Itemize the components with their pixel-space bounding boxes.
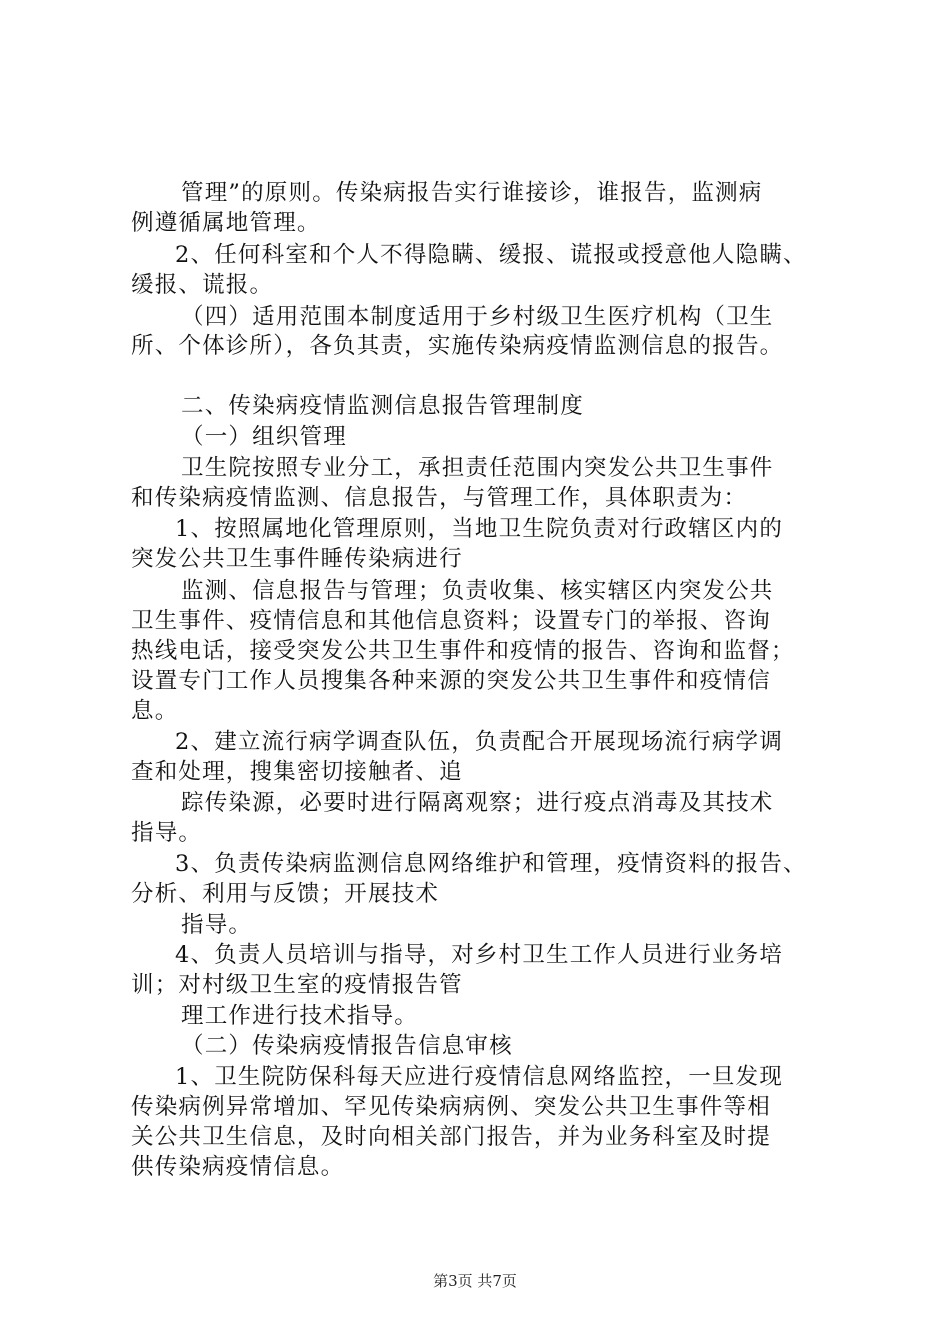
body-line: 息。: [131, 698, 179, 724]
body-line: 2、建立流行病学调查队伍，负责配合开展现场流行病学调: [175, 729, 784, 755]
body-line: 突发公共卫生事件睡传染病进行: [131, 546, 463, 572]
body-line: 踪传染源，必要时进行隔离观察；进行疫点消毒及其技术: [181, 790, 774, 816]
body-line: 监测、信息报告与管理；负责收集、核实辖区内突发公共: [181, 578, 774, 604]
body-line: 分析、利用与反馈；开展技术: [131, 881, 440, 907]
body-line: 缓报、谎报。: [131, 272, 274, 298]
body-line: 传染病例异常增加、罕见传染病病例、突发公共卫生事件等相: [131, 1094, 771, 1120]
body-line: 指导。: [181, 912, 253, 938]
body-line: 1、卫生院防保科每天应进行疫情信息网络监控，一旦发现: [175, 1064, 784, 1090]
section-heading: 二、传染病疫情监测信息报告管理制度: [181, 393, 584, 419]
body-line: 和传染病疫情监测、信息报告，与管理工作，具体职责为：: [131, 485, 748, 511]
body-line: 关公共卫生信息，及时向相关部门报告，并为业务科室及时提: [131, 1124, 771, 1150]
body-line: 供传染病疫情信息。: [131, 1154, 345, 1180]
body-line: 卫生院按照专业分工，承担责任范围内突发公共卫生事件: [181, 455, 774, 481]
body-line: （四）适用范围本制度适用于乡村级卫生医疗机构（卫生: [181, 304, 774, 330]
body-line: 所、个体诊所），各负其责，实施传染病疫情监测信息的报告。: [131, 333, 784, 359]
body-line: 热线电话，接受突发公共卫生事件和疫情的报告、咨询和监督；: [131, 638, 795, 664]
body-line: 管理”的原则。传染病报告实行谁接诊，谁报告，监测病: [181, 180, 763, 206]
body-line: 查和处理，搜集密切接触者、追: [131, 759, 463, 785]
body-line: 设置专门工作人员搜集各种来源的突发公共卫生事件和疫情信: [131, 668, 771, 694]
body-line: 2、任何科室和个人不得隐瞒、缓报、谎报或授意他人隐瞒、: [175, 242, 807, 268]
body-line: 理工作进行技术指导。: [181, 1003, 419, 1029]
body-line: 4、负责人员培训与指导，对乡村卫生工作人员进行业务培: [175, 942, 784, 968]
body-line: 指导。: [131, 820, 203, 846]
body-line: 训；对村级卫生室的疫情报告管: [131, 972, 463, 998]
body-line: 卫生事件、疫情信息和其他信息资料；设置专门的举报、咨询: [131, 608, 771, 634]
body-line: 3、负责传染病监测信息网络维护和管理，疫情资料的报告、: [175, 851, 807, 877]
page-number-footer: 第3页 共7页: [433, 1272, 517, 1290]
subsection-heading: （一）组织管理: [181, 424, 347, 450]
subsection-heading: （二）传染病疫情报告信息审核: [181, 1033, 513, 1059]
body-line: 1、按照属地化管理原则，当地卫生院负责对行政辖区内的: [175, 516, 784, 542]
body-line: 例遵循属地管理。: [131, 210, 321, 236]
